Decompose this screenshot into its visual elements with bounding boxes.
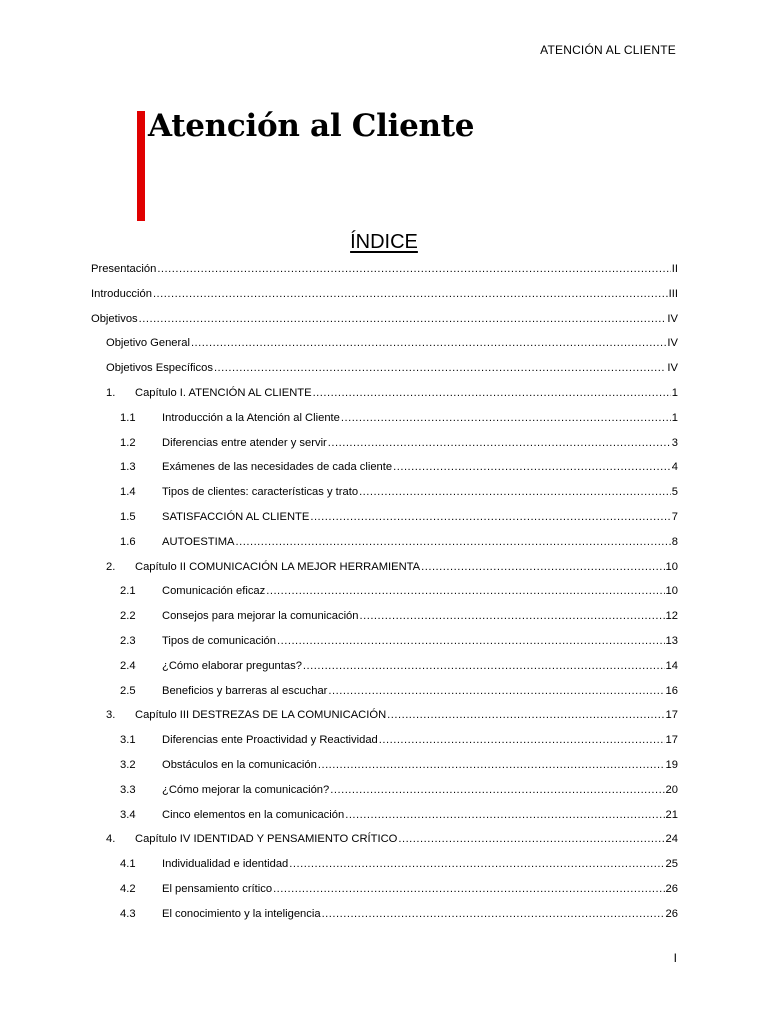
toc-entry-page: 1	[671, 386, 678, 399]
toc-entry[interactable]	[91, 555, 678, 580]
toc-entry[interactable]	[91, 803, 678, 828]
toc-entry-number: 1.	[106, 386, 116, 399]
toc-entry[interactable]	[91, 455, 678, 480]
toc-entry-number: 3.3	[120, 783, 136, 796]
toc-entry-label: AUTOESTIMA	[162, 535, 235, 548]
toc-entry[interactable]	[91, 654, 678, 679]
toc-entry-label: El conocimiento y la inteligencia	[162, 907, 321, 920]
toc-entry-page: 17	[665, 709, 678, 722]
page-number: I	[673, 951, 677, 965]
toc-entry-page: 14	[665, 659, 678, 672]
toc-entry-page: 19	[665, 758, 678, 771]
toc-entry-page: 5	[671, 486, 678, 499]
toc-dot-leader	[341, 406, 671, 431]
toc-entry-page: 4	[671, 461, 678, 474]
toc-entry-label: Beneficios y barreras al escuchar	[162, 684, 328, 697]
toc-entry-page: II	[671, 263, 678, 275]
toc-entry-number: 2.	[106, 560, 116, 573]
toc-entry-number: 3.4	[120, 808, 136, 821]
toc-entry-page: 26	[665, 882, 678, 895]
toc-entry-number: 3.2	[120, 758, 136, 771]
toc-dot-leader	[191, 331, 666, 356]
toc-entry[interactable]	[91, 753, 678, 778]
toc-entry-label: Capítulo II COMUNICACIÓN LA MEJOR HERRAMIENTA	[135, 560, 421, 573]
toc-entry-page: IV	[667, 312, 678, 325]
toc-entry-label: Obstáculos en la comunicación	[162, 758, 317, 771]
toc-entry[interactable]	[91, 629, 678, 654]
toc-dot-leader	[345, 803, 664, 828]
toc-entry[interactable]	[91, 356, 678, 381]
toc-entry-label: Cinco elementos en la comunicación	[162, 808, 345, 821]
toc-dot-leader	[310, 505, 670, 530]
toc-entry-page: 24	[665, 833, 678, 846]
toc-dot-leader	[387, 703, 664, 728]
toc-entry-label: Introducción	[91, 287, 152, 300]
toc-entry-number: 2.2	[120, 610, 136, 623]
toc-entry[interactable]	[91, 282, 678, 307]
toc-entry-page: 3	[671, 436, 678, 449]
toc-entry-label: Objetivos Específicos	[106, 362, 213, 375]
document-title: Atención al Cliente	[148, 108, 475, 144]
toc-entry[interactable]	[91, 877, 678, 902]
toc-entry-number: 4.2	[120, 882, 136, 895]
toc-dot-leader	[421, 555, 664, 580]
toc-dot-leader	[359, 480, 671, 505]
toc-entry-label: Introducción a la Atención al Cliente	[162, 411, 340, 424]
toc-entry-page: III	[668, 287, 678, 300]
toc-entry-page: 10	[665, 585, 678, 598]
toc-entry-page: 7	[671, 510, 678, 523]
toc-dot-leader	[157, 257, 670, 282]
toc-entry-label: Tipos de clientes: características y trato	[162, 486, 359, 499]
toc-dot-leader	[330, 778, 664, 803]
toc-dot-leader	[153, 282, 668, 307]
toc-entry-page: 13	[665, 634, 678, 647]
toc-entry-label: Consejos para mejorar la comunicación	[162, 610, 359, 623]
toc-entry-page: 20	[665, 783, 678, 796]
toc-entry[interactable]	[91, 703, 678, 728]
toc-entry-page: 17	[665, 734, 678, 747]
toc-dot-leader	[398, 827, 664, 852]
toc-entry-page: 12	[665, 610, 678, 623]
toc-entry-label: SATISFACCIÓN AL CLIENTE	[162, 510, 310, 523]
toc-dot-leader	[303, 654, 665, 679]
toc-dot-leader	[379, 728, 665, 753]
toc-dot-leader	[139, 307, 667, 332]
toc-entry-page: 26	[665, 907, 678, 920]
toc-entry[interactable]	[91, 331, 678, 356]
toc-entry-number: 1.6	[120, 535, 136, 548]
toc-entry-number: 4.3	[120, 907, 136, 920]
toc-entry-number: 2.1	[120, 585, 136, 598]
toc-entry-label: Objetivo General	[106, 337, 190, 350]
toc-entry-label: Capítulo IV IDENTIDAD Y PENSAMIENTO CRÍTICO	[135, 833, 398, 846]
toc-entry-label: ¿Cómo mejorar la comunicación?	[162, 783, 330, 796]
toc-entry[interactable]	[91, 307, 678, 332]
toc-dot-leader	[328, 431, 671, 456]
toc-entry-label: Objetivos	[91, 312, 138, 325]
toc-entry-page: 21	[665, 808, 678, 821]
toc-entry-label: ¿Cómo elaborar preguntas?	[162, 659, 302, 672]
toc-entry-label: El pensamiento crítico	[162, 882, 273, 895]
toc-entry[interactable]	[91, 480, 678, 505]
toc-entry-number: 2.3	[120, 634, 136, 647]
toc-entry-page: 1	[671, 411, 678, 424]
toc-entry[interactable]	[91, 431, 678, 456]
toc-dot-leader	[273, 877, 664, 902]
toc-entry-label: Individualidad e identidad	[162, 858, 289, 871]
toc-entry-label: Capítulo III DESTREZAS DE LA COMUNICACIÓN	[135, 709, 387, 722]
toc-entry-page: IV	[667, 337, 678, 350]
toc-dot-leader	[318, 753, 665, 778]
toc-entry-page: 25	[665, 858, 678, 871]
title-accent-bar	[137, 111, 145, 221]
toc-dot-leader	[393, 455, 671, 480]
toc-dot-leader	[313, 381, 671, 406]
toc-entry-label: Comunicación eficaz	[162, 585, 266, 598]
toc-entry-number: 1.2	[120, 436, 136, 449]
toc-dot-leader	[360, 604, 665, 629]
toc-entry-number: 1.1	[120, 411, 136, 424]
toc-entry-number: 4.	[106, 833, 116, 846]
toc-entry[interactable]	[91, 827, 678, 852]
toc-dot-leader	[266, 579, 664, 604]
toc-entry-label: Diferencias entre atender y servir	[162, 436, 327, 449]
toc-entry[interactable]	[91, 778, 678, 803]
toc-entry-number: 2.5	[120, 684, 136, 697]
toc-entry[interactable]	[91, 679, 678, 704]
toc-entry[interactable]	[91, 381, 678, 406]
toc-entry-page: 8	[671, 535, 678, 548]
toc-entry-page: 16	[665, 684, 678, 697]
toc-entry-number: 3.1	[120, 734, 136, 747]
toc-entry-number: 1.5	[120, 510, 136, 523]
toc-entry-label: Tipos de comunicación	[162, 634, 277, 647]
toc-dot-leader	[322, 902, 665, 927]
toc-entry-number: 3.	[106, 709, 116, 722]
toc-entry-page: IV	[667, 362, 678, 375]
toc-entry[interactable]	[91, 728, 678, 753]
toc-entry-label: Exámenes de las necesidades de cada cliente	[162, 461, 393, 474]
toc-entry-number: 2.4	[120, 659, 136, 672]
toc-entry[interactable]	[91, 604, 678, 629]
toc-dot-leader	[328, 679, 664, 704]
toc-entry-number: 4.1	[120, 858, 136, 871]
toc-dot-leader	[289, 852, 664, 877]
toc-entry[interactable]	[91, 852, 678, 877]
table-of-contents	[91, 257, 678, 927]
toc-entry[interactable]	[91, 579, 678, 604]
toc-entry-number: 1.3	[120, 461, 136, 474]
toc-entry-page: 10	[665, 560, 678, 573]
toc-heading: ÍNDICE	[350, 231, 418, 253]
toc-entry-label: Diferencias ente Proactividad y Reactividad	[162, 734, 378, 747]
toc-dot-leader	[236, 530, 671, 555]
toc-dot-leader	[214, 356, 666, 381]
toc-entry-label: Presentación	[91, 263, 157, 275]
toc-dot-leader	[277, 629, 665, 654]
toc-entry[interactable]	[91, 257, 678, 282]
toc-entry[interactable]	[91, 530, 678, 555]
toc-entry-label: Capítulo I. ATENCIÓN AL CLIENTE	[135, 386, 312, 399]
running-header: ATENCIÓN AL CLIENTE	[540, 43, 676, 57]
toc-entry-number: 1.4	[120, 486, 136, 499]
toc-entry[interactable]	[91, 505, 678, 530]
toc-entry[interactable]	[91, 406, 678, 431]
toc-entry[interactable]	[91, 902, 678, 927]
